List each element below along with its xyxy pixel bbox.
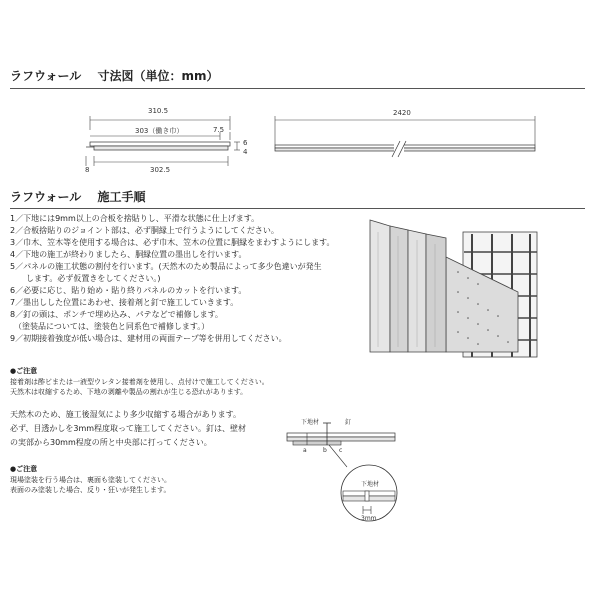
caution-notes [10,377,269,397]
dim-working-width: 303（働き巾） [135,127,184,135]
dim-overlap: 7.5 [213,126,225,134]
shrinkage-paragraph [10,409,246,449]
section-divider [10,208,585,209]
wall-illustration [368,212,540,362]
label-nail: 釘 [345,419,352,426]
label-substrate-zoom: 下地材 [361,481,380,488]
nailing-detail-drawing [285,415,400,527]
step-item: します。必ず仮置きをしてください。) [10,274,161,283]
step-item: 1／下地には9mm以上の合板を捨貼りし、平滑な状態に仕上げます。 [10,214,260,223]
dimension-section-title: ラフウォール 寸法図（単位：mm） [10,69,219,83]
label-substrate: 下地材 [301,419,320,426]
caution-line: 天然木は収縮するため、下地の剥離や製品の割れが生じる恐れがあります。 [10,388,248,396]
cross-section-drawing [80,100,255,175]
length-drawing [270,105,540,165]
label-c: c [339,447,343,454]
step-item: 3／巾木、笠木等を使用する場合は、必ず巾木、笠木の位置に胴縁をまわすようにします。 [10,238,335,247]
paragraph-line: 必ず、目透かしを3mm程度取って施工してください。釘は、壁材 [10,424,247,433]
dim-bottom-width: 302.5 [150,166,171,174]
step-item: 8／釘の頭は、ポンチで埋め込み、パテなどで補修します。 [10,310,223,319]
step-item: 7／墨出しした位置にあわせ、接着剤と釘で施工していきます。 [10,298,239,307]
dim-length: 2420 [393,109,411,117]
label-gap: 3mm [361,515,377,522]
section-divider [10,88,585,89]
step-item: 6／必要に応じ、貼り始め・貼り終りパネルのカットを行います。 [10,286,247,295]
step-item: 4／下地の施工が終わりましたら、胴縁位置の墨出しを行います。 [10,250,247,259]
label-a: a [303,447,307,454]
paragraph-line: 天然木のため、施工後湿気により多少収縮する場合があります。 [10,410,242,419]
caution-notes [10,475,171,495]
dim-thickness-a: 6 [243,139,248,147]
label-b: b [323,447,327,454]
caution-line: 接着剤は酢ビまたは一液型ウレタン接着剤を使用し、点付けで施工してください。 [10,378,269,386]
caution-heading: ●ご注意 [10,465,38,473]
step-item: 9／初期接着強度が低い場合は、建材用の両面テープ等を併用してください。 [10,334,287,343]
step-item: 2／合板捨貼りのジョイント部は、必ず胴縁上で行うようにしてください。 [10,226,279,235]
caution-line: 現場塗装を行う場合は、裏面も塗装してください。 [10,476,171,484]
step-item: 5／パネルの施工状態の割付を行います。(天然木のため製品によって多少色違いが発生 [10,262,322,271]
procedure-section-title: ラフウォール 施工手順 [10,190,146,204]
dim-overall-width: 310.5 [148,107,169,115]
step-item: （塗装品については、塗装色と同系色で補修します。） [10,322,210,331]
dim-thickness-b: 4 [243,148,248,156]
caution-line: 表面のみ塗装した場合、反り・狂いが発生します。 [10,486,171,494]
paragraph-line: の実部から30mm程度の所と中央部に打ってください。 [10,438,212,447]
caution-heading: ●ご注意 [10,367,38,375]
steps-list [10,214,334,344]
dim-left-edge: 8 [85,166,90,174]
